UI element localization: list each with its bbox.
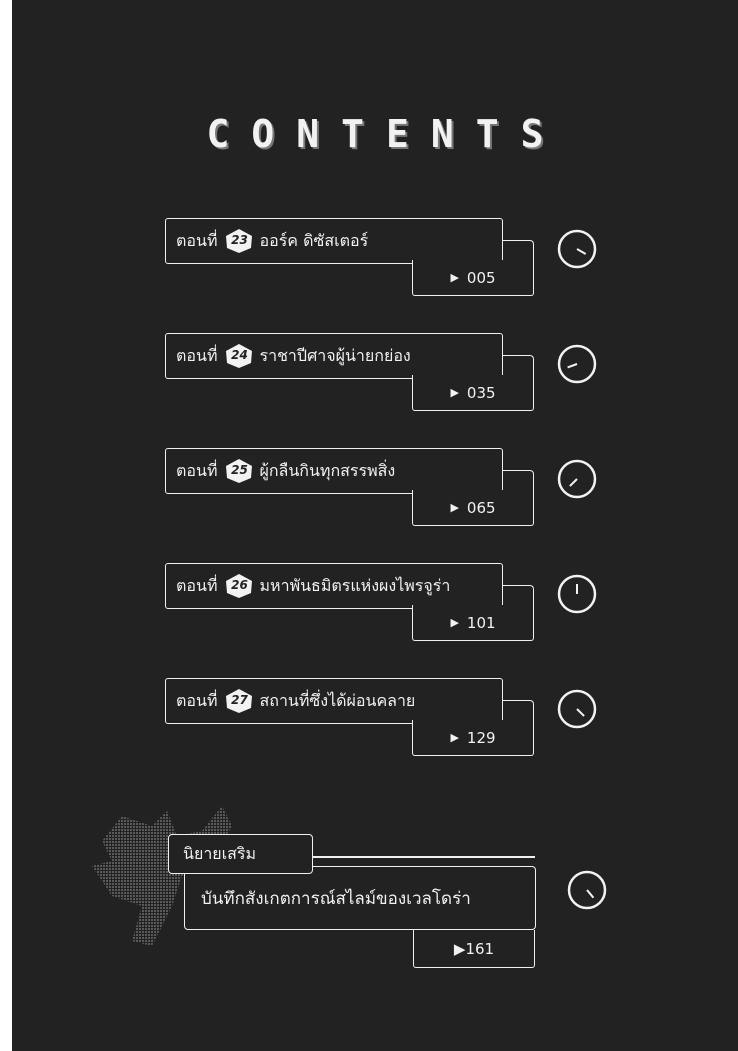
chapter-title: สถานที่ซึ่งได้ผ่อนคลาย (259, 690, 416, 710)
chapter-prefix: ตอนที่ (176, 460, 218, 480)
chapter-number: 24 (231, 348, 248, 362)
clock-hand (587, 890, 593, 898)
page-number: 035 (466, 383, 496, 402)
clock-icon (556, 573, 598, 615)
chapter-page-box[interactable] (412, 490, 534, 526)
page-number: 101 (466, 613, 496, 632)
chapter-title-box[interactable] (165, 448, 503, 494)
chapter-title-box[interactable] (165, 563, 503, 609)
clock-icon (556, 458, 598, 500)
page-title: CONTENTS (206, 112, 566, 156)
play-triangle-icon: ▶ (450, 501, 459, 514)
extra-connector-line (311, 856, 535, 858)
chapter-title-box[interactable] (165, 678, 503, 724)
connector-line (502, 355, 534, 377)
chapter-number: 23 (231, 233, 248, 247)
extra-story-label[interactable]: นิยายเสริม (168, 834, 313, 874)
chapter-page-box[interactable] (412, 720, 534, 756)
clock-icon (566, 869, 608, 911)
chapter-entry[interactable] (12, 333, 738, 443)
chapter-title: ราชาปีศาจผู้น่ายกย่อง (259, 345, 411, 365)
extra-story-title[interactable]: บันทึกสังเกตการณ์สไลม์ของเวลโดร่า (184, 866, 536, 930)
chapter-number: 26 (231, 578, 248, 592)
play-triangle-icon: ▶ (453, 939, 466, 958)
connector-line (502, 240, 534, 262)
chapter-number-badge (224, 228, 254, 254)
chapter-entry[interactable] (12, 218, 738, 328)
clock-icon (556, 688, 598, 730)
chapter-page-box[interactable] (412, 375, 534, 411)
chapter-title-box[interactable] (165, 218, 503, 264)
page-number: 129 (466, 728, 496, 747)
chapter-title: ออร์ค ดิซัสเตอร์ (259, 230, 369, 250)
chapter-number: 25 (231, 463, 248, 477)
chapter-title-box[interactable] (165, 333, 503, 379)
chapter-title: มหาพันธมิตรแห่งผงไพรจูร่า (259, 575, 451, 595)
chapter-page-box[interactable] (412, 605, 534, 641)
chapter-entry[interactable] (12, 678, 738, 788)
chapter-number-badge (224, 573, 254, 599)
contents-page (12, 0, 738, 1051)
chapter-prefix: ตอนที่ (176, 345, 218, 365)
clock-hand (577, 709, 584, 716)
play-triangle-icon: ▶ (450, 386, 459, 399)
chapter-prefix: ตอนที่ (176, 690, 218, 710)
chapter-entry[interactable] (12, 563, 738, 673)
clock-icon (556, 228, 598, 270)
connector-line (502, 470, 534, 492)
clock-hand (568, 364, 577, 367)
page-number: 065 (466, 498, 496, 517)
chapter-prefix: ตอนที่ (176, 230, 218, 250)
chapter-prefix: ตอนที่ (176, 575, 218, 595)
play-triangle-icon: ▶ (450, 271, 459, 284)
page-number: 161 (465, 939, 495, 958)
connector-line (502, 585, 534, 607)
chapter-number-badge (224, 688, 254, 714)
clock-hand (570, 479, 577, 486)
extra-story-page[interactable] (413, 930, 535, 968)
connector-line (502, 700, 534, 722)
chapter-number-badge (224, 343, 254, 369)
chapter-number-badge (224, 458, 254, 484)
page-number: 005 (466, 268, 496, 287)
chapter-title: ผู้กลืนกินทุกสรรพสิ่ง (259, 460, 396, 480)
play-triangle-icon: ▶ (450, 616, 459, 629)
clock-icon (556, 343, 598, 385)
chapter-number: 27 (231, 693, 248, 707)
chapter-entry[interactable] (12, 448, 738, 558)
play-triangle-icon: ▶ (450, 731, 459, 744)
chapter-page-box[interactable] (412, 260, 534, 296)
clock-hand (577, 249, 586, 254)
